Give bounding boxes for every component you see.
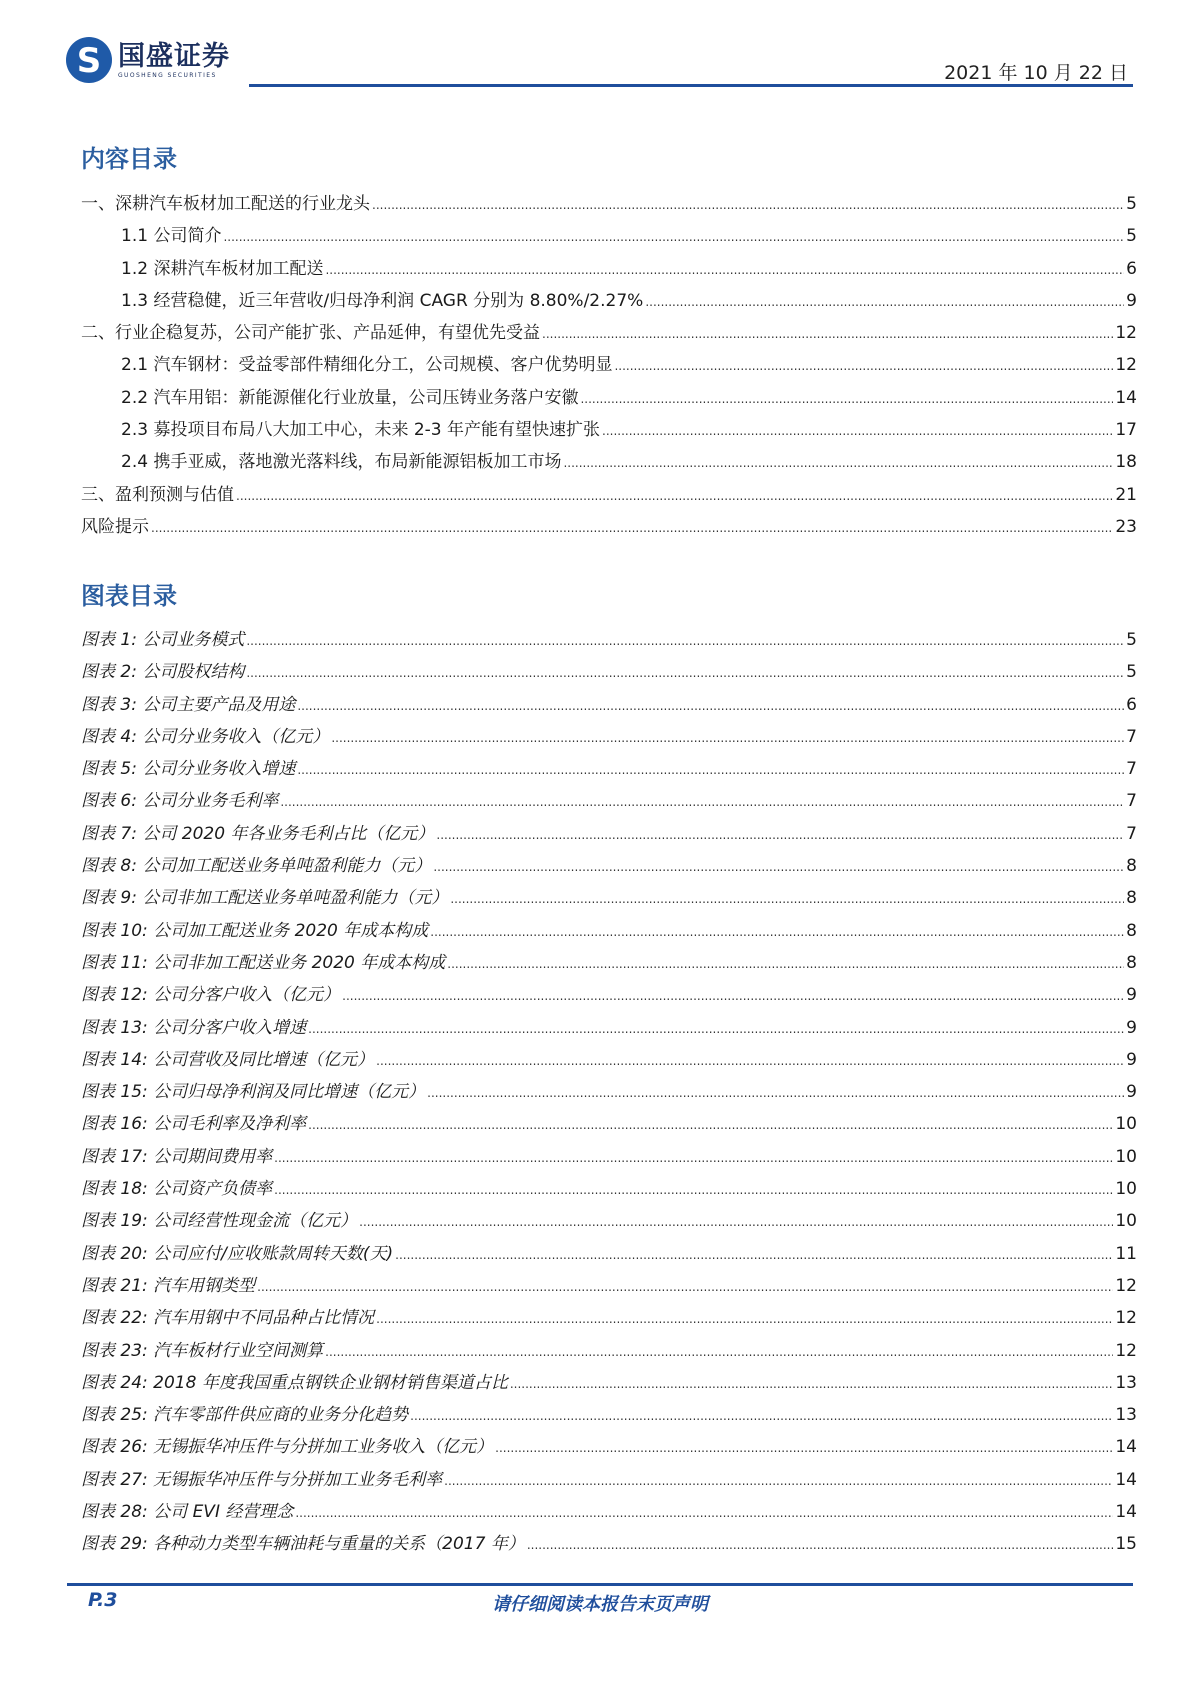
entry-page: 9 — [1126, 1082, 1137, 1103]
entry-label: 图表 4: 公司分业务收入（亿元） — [81, 726, 330, 747]
entry-page: 5 — [1126, 630, 1137, 650]
entry-page: 10 — [1115, 1114, 1137, 1135]
entry-label: 图表 9: 公司非加工配送业务单吨盈利能力（元） — [81, 888, 449, 909]
dot-leader — [297, 759, 1124, 779]
entry-label: 三、盈利预测与估值 — [81, 484, 234, 505]
dot-leader — [295, 1502, 1113, 1522]
entry-label: 图表 16: 公司毛利率及净利率 — [81, 1114, 307, 1135]
entry-label: 1.2 深耕汽车板材加工配送 — [121, 258, 324, 279]
entry-label: 图表 2: 公司股权结构 — [81, 662, 245, 683]
figures-entry[interactable] — [81, 1109, 1137, 1141]
dot-leader — [430, 921, 1124, 941]
figures-entry[interactable] — [81, 722, 1137, 754]
dot-leader — [395, 1244, 1113, 1264]
dot-leader — [447, 953, 1124, 973]
toc-entry[interactable] — [81, 254, 1137, 286]
entry-label: 2.4 携手亚威，落地激光落料线，布局新能源铝板加工市场 — [121, 452, 562, 473]
dot-leader — [274, 1179, 1113, 1199]
dot-leader — [376, 1308, 1113, 1328]
toc-entry[interactable] — [81, 221, 1137, 253]
entry-label: 图表 25: 汽车零部件供应商的业务分化趋势 — [81, 1405, 409, 1426]
figures-entry[interactable] — [81, 1497, 1137, 1529]
figures-entry[interactable] — [81, 1303, 1137, 1335]
entry-page: 12 — [1115, 1275, 1137, 1296]
figures-entry[interactable] — [81, 786, 1137, 818]
entry-label: 二、行业企稳复苏，公司产能扩张、产品延伸，有望优先受益 — [81, 323, 540, 344]
figures-entry[interactable] — [81, 1465, 1137, 1497]
figures-entry[interactable] — [81, 1432, 1137, 1464]
entry-label: 图表 18: 公司资产负债率 — [81, 1179, 273, 1200]
figures-entry[interactable] — [81, 948, 1137, 980]
toc-entry[interactable] — [81, 318, 1137, 350]
toc-entry[interactable] — [81, 512, 1137, 544]
figures-entry[interactable] — [81, 1239, 1137, 1271]
entry-page: 11 — [1115, 1243, 1137, 1264]
dot-leader — [645, 291, 1124, 311]
entry-label: 图表 13: 公司分客户收入增速 — [81, 1017, 307, 1038]
dot-leader — [257, 1276, 1113, 1296]
figures-entry[interactable] — [81, 1077, 1137, 1109]
entry-page: 8 — [1126, 888, 1137, 909]
entry-label: 图表 6: 公司分业务毛利率 — [81, 791, 279, 812]
dot-leader — [331, 727, 1124, 747]
logo-icon — [66, 37, 112, 83]
dot-leader — [614, 355, 1113, 375]
dot-leader — [236, 485, 1113, 505]
entry-page: 18 — [1115, 452, 1137, 473]
entry-page: 7 — [1126, 823, 1137, 844]
dot-leader — [450, 888, 1124, 908]
dot-leader — [325, 1341, 1113, 1361]
entry-page: 13 — [1115, 1405, 1137, 1426]
entry-page: 14 — [1115, 1502, 1137, 1523]
dot-leader — [342, 985, 1124, 1005]
dot-leader — [495, 1437, 1113, 1457]
figures-entry[interactable] — [81, 1206, 1137, 1238]
entry-label: 2.2 汽车用铝：新能源催化行业放量，公司压铸业务落户安徽 — [121, 387, 579, 408]
dot-leader — [542, 323, 1113, 343]
dot-leader — [274, 1147, 1113, 1167]
entry-page: 7 — [1126, 726, 1137, 747]
entry-page: 8 — [1126, 952, 1137, 973]
entry-label: 图表 21: 汽车用钢类型 — [81, 1275, 256, 1296]
toc-entry[interactable] — [81, 447, 1137, 479]
dot-leader — [151, 517, 1113, 537]
entry-page: 12 — [1115, 1340, 1137, 1361]
dot-leader — [580, 388, 1113, 408]
entry-page: 10 — [1115, 1179, 1137, 1200]
figures-entry[interactable] — [81, 883, 1137, 915]
entry-label: 图表 29: 各种动力类型车辆油耗与重量的关系（2017 年） — [81, 1534, 525, 1555]
dot-leader — [427, 1082, 1124, 1102]
figures-list — [81, 625, 1137, 1562]
toc-entry[interactable] — [81, 286, 1137, 318]
entry-label: 1.3 经营稳健，近三年营收/归母净利润 CAGR 分别为 8.80%/2.27% — [121, 290, 644, 311]
dot-leader — [325, 259, 1124, 279]
entry-label: 图表 8: 公司加工配送业务单吨盈利能力（元） — [81, 856, 432, 877]
figures-entry[interactable] — [81, 690, 1137, 722]
dot-leader — [246, 662, 1124, 682]
logo-name: 国盛证券 — [118, 40, 230, 72]
figures-entry[interactable] — [81, 1174, 1137, 1206]
dot-leader — [246, 630, 1124, 650]
toc-entry[interactable] — [81, 189, 1137, 221]
entry-page: 14 — [1115, 1469, 1137, 1490]
entry-label: 图表 15: 公司归母净利润及同比增速（亿元） — [81, 1082, 426, 1103]
dot-leader — [436, 824, 1124, 844]
entry-page: 10 — [1115, 1146, 1137, 1167]
entry-page: 9 — [1126, 1017, 1137, 1038]
entry-page: 8 — [1126, 856, 1137, 877]
entry-page: 9 — [1126, 985, 1137, 1006]
entry-label: 图表 3: 公司主要产品及用途 — [81, 694, 296, 715]
footer-disclaimer: 请仔细阅读本报告末页声明 — [492, 1594, 708, 1615]
entry-label: 图表 22: 汽车用钢中不同品种占比情况 — [81, 1308, 375, 1329]
company-logo — [66, 37, 230, 83]
entry-page: 17 — [1115, 420, 1137, 441]
entry-label: 图表 7: 公司 2020 年各业务毛利占比（亿元） — [81, 823, 435, 844]
figures-entry[interactable] — [81, 1368, 1137, 1400]
toc-list — [81, 189, 1137, 544]
report-date: 2021 年 10 月 22 日 — [944, 62, 1128, 84]
entry-page: 5 — [1126, 662, 1137, 683]
entry-page: 5 — [1126, 194, 1137, 214]
entry-page: 8 — [1126, 920, 1137, 941]
figures-entry[interactable] — [81, 980, 1137, 1012]
figures-entry[interactable] — [81, 625, 1137, 657]
footer-divider — [67, 1583, 1133, 1586]
entry-label: 2.3 募投项目布局八大加工中心，未来 2-3 年产能有望快速扩张 — [121, 420, 601, 441]
entry-label: 图表 11: 公司非加工配送业务 2020 年成本构成 — [81, 952, 446, 973]
figures-entry[interactable] — [81, 1271, 1137, 1303]
entry-page: 14 — [1115, 387, 1137, 408]
entry-page: 5 — [1126, 226, 1137, 247]
entry-page: 14 — [1115, 1437, 1137, 1458]
toc-title: 内容目录 — [81, 145, 177, 173]
toc-entry[interactable] — [81, 480, 1137, 512]
figures-entry[interactable] — [81, 754, 1137, 786]
entry-page: 10 — [1115, 1211, 1137, 1232]
entry-page: 12 — [1115, 323, 1137, 344]
entry-page: 12 — [1115, 1308, 1137, 1329]
entry-page: 12 — [1115, 355, 1137, 376]
entry-label: 图表 26: 无锡振华冲压件与分拼加工业务收入（亿元） — [81, 1437, 494, 1458]
entry-label: 图表 19: 公司经营性现金流（亿元） — [81, 1211, 358, 1232]
entry-label: 图表 14: 公司营收及同比增速（亿元） — [81, 1049, 375, 1070]
logo-name-en: GUOSHENG SECURITIES — [118, 71, 217, 79]
entry-page: 23 — [1115, 516, 1137, 537]
entry-label: 图表 17: 公司期间费用率 — [81, 1146, 273, 1167]
figures-entry[interactable] — [81, 916, 1137, 948]
dot-leader — [372, 194, 1124, 214]
figures-entry[interactable] — [81, 1142, 1137, 1174]
entry-label: 图表 10: 公司加工配送业务 2020 年成本构成 — [81, 920, 429, 941]
dot-leader — [563, 452, 1113, 472]
entry-label: 一、深耕汽车板材加工配送的行业龙头 — [81, 194, 370, 214]
entry-label: 风险提示 — [81, 516, 149, 537]
entry-label: 图表 12: 公司分客户收入（亿元） — [81, 985, 341, 1006]
figures-entry[interactable] — [81, 819, 1137, 851]
dot-leader — [527, 1534, 1114, 1554]
figures-entry[interactable] — [81, 1013, 1137, 1045]
entry-page: 9 — [1126, 1049, 1137, 1070]
figures-entry[interactable] — [81, 1529, 1137, 1561]
dot-leader — [308, 1018, 1124, 1038]
entry-page: 7 — [1126, 759, 1137, 780]
dot-leader — [223, 226, 1124, 246]
figures-entry[interactable] — [81, 851, 1137, 883]
dot-leader — [410, 1405, 1113, 1425]
entry-page: 6 — [1126, 258, 1137, 279]
figures-title: 图表目录 — [81, 582, 177, 610]
figures-entry[interactable] — [81, 1400, 1137, 1432]
dot-leader — [280, 791, 1124, 811]
dot-leader — [297, 695, 1124, 715]
dot-leader — [308, 1114, 1113, 1134]
header-divider — [249, 84, 1133, 87]
figures-entry[interactable] — [81, 1336, 1137, 1368]
entry-label: 图表 5: 公司分业务收入增速 — [81, 759, 296, 780]
entry-label: 图表 24: 2018 年度我国重点钢铁企业钢材销售渠道占比 — [81, 1372, 508, 1393]
dot-leader — [444, 1470, 1113, 1490]
dot-leader — [602, 420, 1113, 440]
dot-leader — [376, 1050, 1124, 1070]
dot-leader — [510, 1373, 1114, 1393]
entry-label: 1.1 公司简介 — [121, 226, 222, 247]
entry-label: 图表 23: 汽车板材行业空间测算 — [81, 1340, 324, 1361]
entry-page: 15 — [1115, 1534, 1137, 1555]
entry-label: 图表 27: 无锡振华冲压件与分拼加工业务毛利率 — [81, 1469, 443, 1490]
page-number: P.3 — [88, 1589, 118, 1611]
entry-label: 图表 20: 公司应付/应收账款周转天数(天) — [81, 1243, 394, 1264]
dot-leader — [359, 1211, 1113, 1231]
entry-page: 13 — [1115, 1372, 1137, 1393]
entry-page: 7 — [1126, 791, 1137, 812]
entry-page: 6 — [1126, 694, 1137, 715]
entry-label: 图表 1: 公司业务模式 — [81, 630, 245, 650]
toc-entry[interactable] — [81, 350, 1137, 382]
dot-leader — [433, 856, 1124, 876]
figures-entry[interactable] — [81, 1045, 1137, 1077]
entry-page: 9 — [1126, 290, 1137, 311]
toc-entry[interactable] — [81, 415, 1137, 447]
entry-label: 2.1 汽车钢材：受益零部件精细化分工，公司规模、客户优势明显 — [121, 355, 613, 376]
entry-page: 21 — [1115, 484, 1137, 505]
entry-label: 图表 28: 公司 EVI 经营理念 — [81, 1502, 294, 1523]
toc-entry[interactable] — [81, 383, 1137, 415]
figures-entry[interactable] — [81, 657, 1137, 689]
